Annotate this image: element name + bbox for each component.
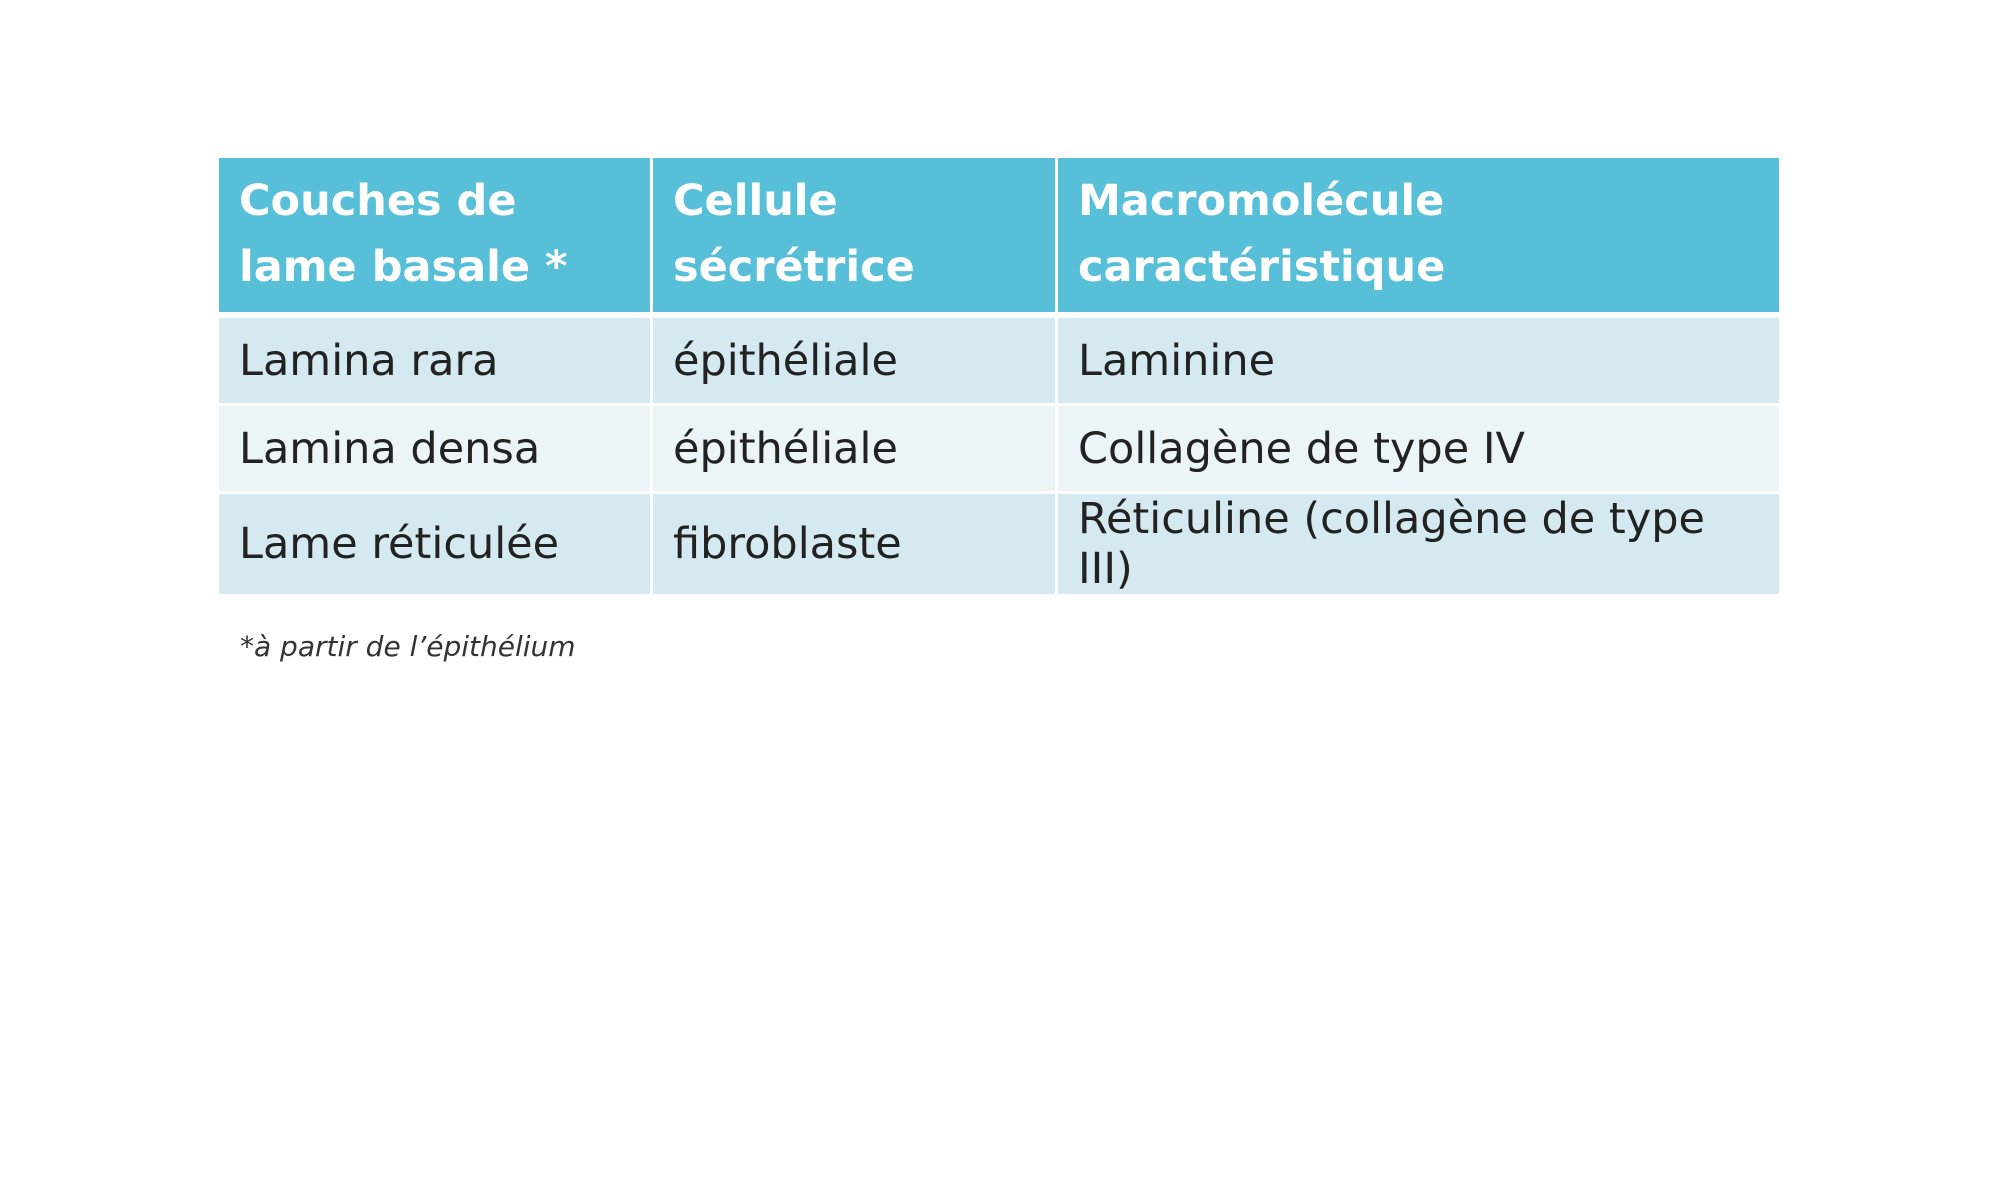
cell-secretory-cell: fibroblaste <box>653 494 1058 597</box>
cell-layer: Lamina rara <box>219 318 653 406</box>
cell-macromolecule: Laminine <box>1058 318 1779 406</box>
cell-macromolecule: Réticuline (collagène de type III) <box>1058 494 1779 597</box>
table-row <box>219 406 1779 494</box>
table-row <box>219 494 1779 597</box>
table-row <box>219 318 1779 406</box>
cell-layer: Lame réticulée <box>219 494 653 597</box>
footnote: *à partir de l’épithélium <box>240 630 576 663</box>
table-header-row <box>219 158 1779 318</box>
table-container <box>219 158 1779 597</box>
header-layers: Couches de lame basale * <box>219 158 653 318</box>
cell-macromolecule: Collagène de type IV <box>1058 406 1779 494</box>
header-macromolecule: Macromolécule caractéristique <box>1058 158 1779 318</box>
cell-secretory-cell: épithéliale <box>653 318 1058 406</box>
cell-secretory-cell: épithéliale <box>653 406 1058 494</box>
basal-lamina-table <box>219 158 1779 597</box>
cell-layer: Lamina densa <box>219 406 653 494</box>
header-secretory-cell: Cellule sécrétrice <box>653 158 1058 318</box>
